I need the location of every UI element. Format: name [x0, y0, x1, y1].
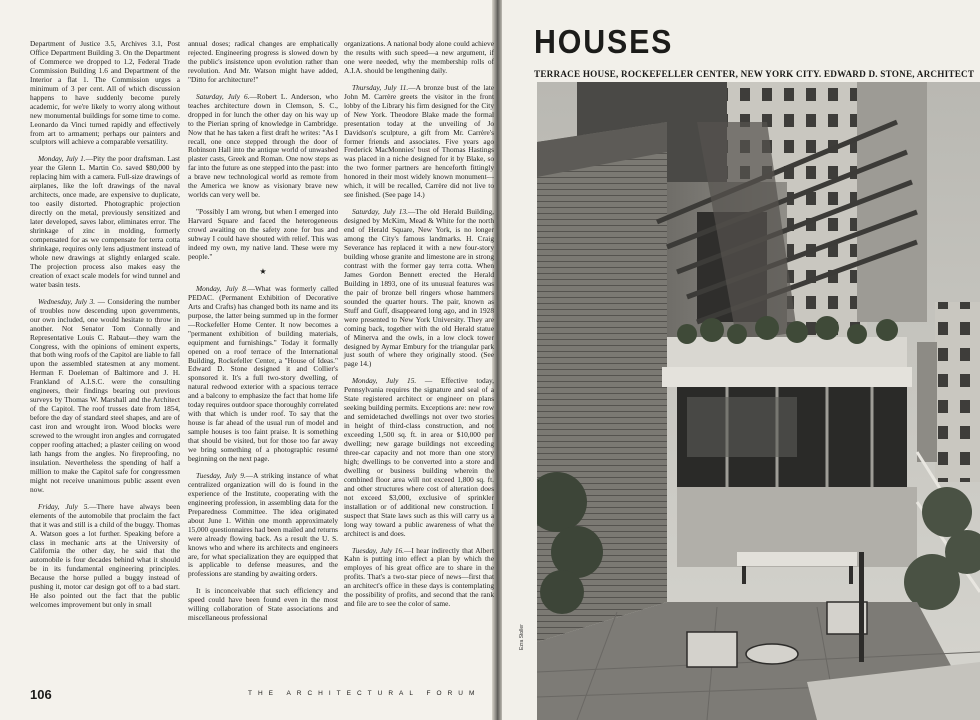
photo-credit: Ezra Stoller	[519, 624, 525, 650]
body-paragraph: It is inconceivable that such efficiency and speed could have been found even in the most willing collaboration of State associations and miscellaneous professional	[188, 586, 338, 623]
body-paragraph: Tuesday, July 16.—I hear indirectly that Albert Kahn is putting into effect a plan by which the employes of his great office are to share in the profits. That's a two-star piece of news—first that an architect's office in these days is contemplating the possibility of profits, and second that the rank and file are to see the color of same.	[344, 545, 494, 609]
body-paragraph: organizations. A national body alone could achieve the results with such speed—a new argument, if one were needed, why the membership rolls of A.I.A. should be lengthening daily.	[344, 39, 494, 75]
body-paragraph: Monday, July 1.—Pity the poor draftsman. Last year the Glenn L. Martin Co. saved $80,000 by replacing him with a camera. Full-size drawings of airplanes, like the loft drawings of the naval architects, once made, are expensive to duplicate, too easily distorted. Photographic projection directly on the metal, previously sensitized and later developed, saves labor, eliminates error. The shrinkage of zinc in molding, formerly compensated for as we compensate for terra cotta shrinkage, requires only lens adjustment instead of whole new drawings at slightly enlarged scale. The projection process also makes easy the creation of exact scale models for wind tunnel and water basin tests.	[30, 154, 180, 289]
body-paragraph: Monday, July 8.—What was formerly called PEDAC. (Permanent Exhibition of Decorative Arts and Crafts) has changed both its name and its purpose, the latter being summed up in the former—Rockefeller Home Center. It now becomes a "permanent exhibition of building materials, equipment and furnishings." Today it formally opened on a roof terrace of the International Building, Rockefeller Center, a "House of Ideas." Edward D. Stone designed it and Collier's sponsored it. It's a full two-story dwelling, of natural redwood exterior with a spacious terrace and a balcony to emphasize the fact that home life today requires outdoor space thoroughly correlated with that which is under roof. To say that the house is far ahead of the usual run of model and sample houses is too faint praise. It is something that should be visited, but for those too far away we bring something of a photographic resumé beginning on the next page.	[188, 283, 339, 463]
terrace-house-photo	[537, 82, 980, 720]
body-paragraph: Thursday, July 11.—A bronze bust of the late John M. Carrère greets the visitor in the front lobby of the Library his firm designed for the City of New York. Theodore Blake made the formal presentation today at the unveiling of Jo Davidson's sculpture, a gift from Mr. Carrère's former friends and associates. Five years ago Frederick MacMonnies' bust of Thomas Hastings was placed in a niche designed for it by Blake, so the two former partners are henceforth fittingly honored in their most widely known monument—which, it will be recalled, Carrère did not live to see finished. (See page 14.)	[344, 82, 494, 200]
photo-caption: TERRACE HOUSE, ROCKEFELLER CENTER, NEW YORK CITY. EDWARD D. STONE, ARCHITECT	[534, 69, 975, 79]
body-paragraph: Monday, July 15. — Effective today, Pennsylvania requires the signature and seal of a State registered architect or engineer on plans seeking building permits. Exceptions are: new row and semidetached dwellings not over two stories in height of third-class construction, and not exceeding 1,500 sq. ft. in area or $10,000 per dwelling; new garage buildings not exceeding three-car capacity and not more than one story high; dwellings to be converted into a store and dwelling or business building wherein the combined floor area will not exceed 1,800 sq. ft. and other structures where cost of alteration does not exceed $3,000, exclusive of sprinkler installation or of additional new construction. I suspect that State laws such as this will carry us a long way toward a public awareness of what the architect is and does.	[344, 376, 495, 538]
body-paragraph: Tuesday, July 9.—A striking instance of what centralized organization will do is found in the experience of the Institute, cooperating with the engineering profession, in assembling data for the Preparedness Committee. The idea originated about June 1. Within one month approximately 15,000 questionnaires had been mailed and returns were already flowing back. As a result the U. S. knows who and where its architects and engineers are, for what specialization they are equipped that is applicable to defense measures, and the professions are standing by awaiting orders.	[188, 470, 338, 579]
text-column-2	[188, 40, 338, 623]
section-divider-star: ★	[259, 266, 267, 276]
running-footer: THE ARCHITECTURAL FORUM	[248, 690, 481, 697]
body-paragraph: annual doses; radical changes are emphatically rejected. Engineering progress is slowed down by the public's insistence upon evolution rather than revolution. And Mr. Watson might have added, "Ditto for architecture!"	[188, 39, 338, 84]
body-paragraph: Friday, July 5.—There have always been elements of the automobile that proclaim the fact that it was and still is a child of the buggy. Thomas A. Watson goes a lot further. Speaking before a class in mechanic arts at the University of California the other day, he said that the automobile is four decades behind what it should be in its fundamental engineering principles. Because the horse pulled a buggy instead of pushing it, motor car design got off to a bad start. He also pointed out the fact that the public welcomes improvement but only in small	[30, 501, 180, 610]
text-column-3	[344, 40, 494, 609]
body-paragraph: Department of Justice 3.5, Archives 3.1, Post Office Department Building 3. On the Department of Commerce we dropped to 1.2, Federal Trade Commission Building 1.6 and Department of the Interior a flat 1. The Commission urges a minimum of 3 per cent. All of which discussion happens to have suddenly become purely academic, for we're likely to worry along without new monumental buildings for some time to come. Leonardo da Vinci turned rapidly and effectively from art to armament; perhaps our painters and sculptors will achieve a comparable versatility.	[30, 39, 180, 147]
page-number: 106	[30, 687, 52, 702]
section-title: HOUSES	[534, 23, 674, 60]
body-paragraph: "Possibly I am wrong, but when I emerged into Harvard Square and faced the heterogeneous crowd awaiting on the safety zone for bus and subway I could have shouted with relief. This was indeed my own, my native land. These were my people."	[188, 207, 338, 261]
body-paragraph: Wednesday, July 3. — Considering the number of troubles now descending upon governments, our own included, one would hesitate to throw in another. Not Senator Tom Connally and Representative Louis C. Rabaut—they warn the Congress, with the opinions of eminent experts, that both wing roofs of the Capitol are liable to fall upon the assembled statesmen at any moment. Herman F. Doeleman of Baltimore and J. H. Frankland of A.I.S.C. were the consulting engineers, their findings bearing out previous surveys by Thomas W. Marshall and the Architect of the Capitol. The roof trusses date from 1854, before the day of standard steel shapes, and are of cast iron and wrought iron. Wood blocks were screwed to the wrought iron angles and corrugated copper roofing attached; a plaster ceiling on wood lath hangs from the angles. No fireproofing, no insulation. Nevertheless the spending of half a million to make the Capitol safe for congressmen might not receive unanimous public assent even now.	[30, 296, 180, 494]
text-column-1	[30, 40, 180, 610]
body-paragraph: Saturday, July 6.—Robert L. Anderson, who teaches architecture down in Clemson, S. C., dropped in for lunch the other day on his way up to the Pierian spring of knowledge in Cambridge. Now that he has taken a first draft he writes: "As I recall, one once stepped through the door of Robinson Hall into the antique world of unwashed plaster casts, Greek and Roman. One now steps as far into the future as one stepped into the past: into a brave new technological world as remote from the America we know as visionary brave new worlds can very well be.	[188, 91, 338, 200]
body-paragraph: Saturday, July 13.—The old Herald Building, designed by McKim, Mead & White for the north end of Herald Square, New York, is no longer among the City's famous landmarks. H. Craig Severance has replaced it with a new four-story building whose granite and limestone are in strong contrast with the former gay terra cotta. When James Gordon Bennett erected the Herald Building in 1893, one of its unusual features was the pair of bronze bell ringers whose hammers sounded the quarter hours. The pair, known as Stuff and Guff, disappeared long ago, and in 1928 were presented to New York University. They are coming back, together with the old Herald statue of Minerva and the owls, in a low clock tower designed by Aymar Embury for the triangular park just south of where they originally stood. (See page 14.)	[344, 207, 494, 369]
